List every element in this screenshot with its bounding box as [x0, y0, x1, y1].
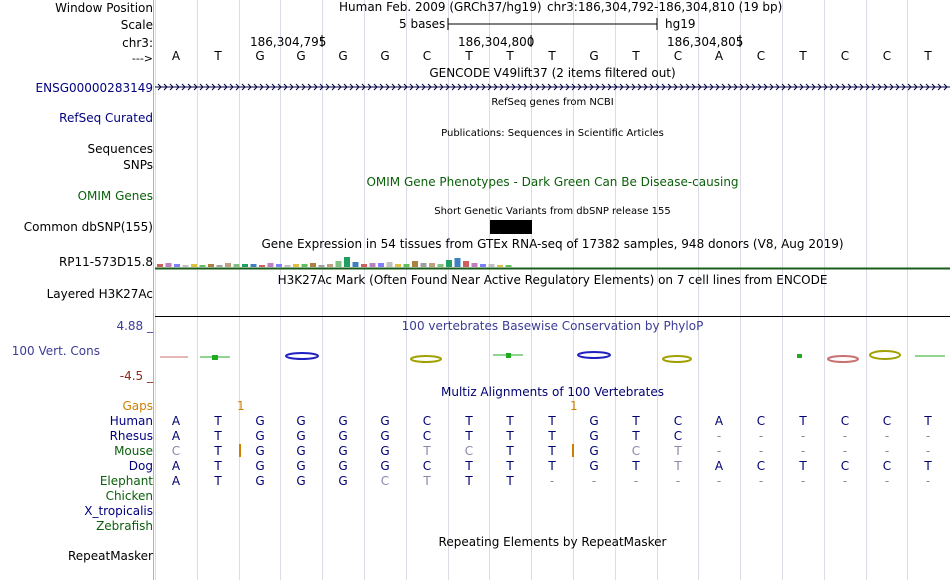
- aligned-base-human: C: [422, 414, 432, 428]
- aligned-base-human: A: [171, 414, 181, 428]
- reference-base: C: [756, 49, 766, 63]
- aligned-base-human: T: [506, 414, 514, 428]
- species-label-mouse[interactable]: Mouse: [114, 444, 153, 458]
- aligned-base-rhesus: -: [716, 429, 722, 443]
- gtex-tissue-bar[interactable]: [276, 264, 282, 267]
- gtex-tissue-bar[interactable]: [438, 264, 444, 267]
- gtex-tissue-bar[interactable]: [259, 265, 265, 267]
- aligned-base-elephant: -: [884, 474, 890, 488]
- aligned-base-rhesus: G: [589, 429, 599, 443]
- aligned-base-rhesus: T: [548, 429, 556, 443]
- gtex-tissue-bar[interactable]: [387, 262, 393, 267]
- reference-base: A: [171, 49, 181, 63]
- aligned-base-elephant: T: [423, 474, 431, 488]
- dbsnp-track-title: Short Genetic Variants from dbSNP release 155: [434, 206, 671, 217]
- aligned-base-mouse: -: [842, 444, 848, 458]
- track-label-dbsnp[interactable]: Common dbSNP(155): [23, 220, 153, 234]
- aligned-base-rhesus: C: [422, 429, 432, 443]
- gtex-tissue-bar[interactable]: [353, 262, 359, 267]
- h3k27ac-track-title: H3K27Ac Mark (Often Found Near Active Regulatory Elements) on 7 cell lines from ENCODE: [277, 273, 828, 287]
- track-label-gaps[interactable]: Gaps: [122, 399, 153, 413]
- track-label-omim[interactable]: OMIM Genes: [77, 189, 153, 203]
- gtex-tissue-bar[interactable]: [310, 263, 316, 267]
- aligned-base-mouse: T: [674, 444, 682, 458]
- gtex-tissue-bar[interactable]: [302, 264, 308, 267]
- aligned-base-human: T: [214, 414, 222, 428]
- gencode-track-title: GENCODE V49lift37 (2 items filtered out): [429, 66, 676, 80]
- gtex-tissue-bar[interactable]: [404, 264, 410, 267]
- aligned-base-dog: T: [506, 459, 514, 473]
- aligned-base-human: G: [380, 414, 390, 428]
- reference-base: G: [380, 49, 390, 63]
- db-name: hg19: [665, 17, 696, 31]
- aligned-base-dog: T: [632, 459, 640, 473]
- cons-scale-max: 4.88 _: [116, 319, 153, 333]
- aligned-base-dog: G: [255, 459, 265, 473]
- gtex-tissue-bar[interactable]: [480, 264, 486, 267]
- gtex-tissue-bar[interactable]: [489, 264, 495, 267]
- coord-label: 186,304,800: [458, 35, 535, 49]
- aligned-base-elephant: -: [758, 474, 764, 488]
- gtex-tissue-bar[interactable]: [251, 264, 257, 267]
- aligned-base-rhesus: G: [296, 429, 306, 443]
- track-label-column: [0, 0, 155, 580]
- aligned-base-dog: G: [338, 459, 348, 473]
- gtex-tissue-bar[interactable]: [157, 264, 163, 267]
- aligned-base-dog: C: [422, 459, 432, 473]
- gtex-tissue-bar[interactable]: [327, 264, 333, 267]
- aligned-base-mouse: G: [296, 444, 306, 458]
- gtex-tissue-bar[interactable]: [361, 264, 367, 267]
- aligned-base-rhesus: -: [842, 429, 848, 443]
- species-label-xtropicalis[interactable]: X_tropicalis: [84, 504, 153, 518]
- track-label-gtex-gene[interactable]: RP11-573D15.8: [58, 255, 153, 269]
- aligned-base-rhesus: -: [758, 429, 764, 443]
- gtex-tissue-bar[interactable]: [429, 263, 435, 267]
- reference-base: A: [714, 49, 724, 63]
- track-label-gencode[interactable]: ENSG00000283149: [35, 81, 153, 95]
- reference-base: T: [465, 49, 473, 63]
- gencode-gene-feature[interactable]: [155, 80, 950, 94]
- aligned-base-elephant: G: [255, 474, 265, 488]
- coord-ticks: [155, 33, 950, 49]
- aligned-base-dog: C: [756, 459, 766, 473]
- gtex-tissue-bar[interactable]: [336, 261, 342, 267]
- refseq-track-title: RefSeq genes from NCBI: [491, 97, 614, 108]
- cons-scale-min: -4.5 _: [119, 369, 153, 383]
- aligned-base-rhesus: G: [338, 429, 348, 443]
- gtex-tissue-bar[interactable]: [268, 263, 274, 267]
- gtex-expression-bars[interactable]: [155, 252, 950, 270]
- position-readout: chr3:186,304,792-186,304,810 (19 bp): [547, 0, 783, 14]
- gtex-tissue-bar[interactable]: [472, 263, 478, 267]
- aligned-base-mouse: G: [255, 444, 265, 458]
- insertion-marker: [572, 444, 574, 457]
- aligned-base-mouse: T: [548, 444, 556, 458]
- species-label-zebrafish[interactable]: Zebrafish: [96, 519, 153, 533]
- gtex-tissue-bar[interactable]: [455, 258, 461, 267]
- aligned-base-dog: C: [882, 459, 892, 473]
- phylop-conservation-marks[interactable]: [155, 346, 950, 366]
- aligned-base-human: T: [465, 414, 473, 428]
- aligned-base-human: C: [882, 414, 892, 428]
- gtex-tissue-bar[interactable]: [506, 265, 512, 267]
- aligned-base-rhesus: T: [506, 429, 514, 443]
- gtex-tissue-bar[interactable]: [378, 263, 384, 267]
- reference-base: C: [422, 49, 432, 63]
- aligned-base-rhesus: A: [171, 429, 181, 443]
- aligned-base-rhesus: G: [380, 429, 390, 443]
- chr-label: chr3:: [122, 36, 153, 50]
- reference-base: G: [589, 49, 599, 63]
- species-label-chicken[interactable]: Chicken: [105, 489, 153, 503]
- aligned-base-elephant: -: [675, 474, 681, 488]
- aligned-base-dog: G: [380, 459, 390, 473]
- scale-label: Scale: [120, 18, 153, 32]
- aligned-base-elephant: T: [506, 474, 514, 488]
- aligned-base-mouse: T: [214, 444, 222, 458]
- aligned-base-elephant: -: [716, 474, 722, 488]
- gtex-tissue-bar[interactable]: [191, 264, 197, 267]
- track-label-conservation[interactable]: 100 Vert. Cons: [11, 344, 100, 358]
- aligned-base-human: T: [548, 414, 556, 428]
- h3k27ac-baseline: [155, 316, 950, 317]
- aligned-base-mouse: C: [171, 444, 181, 458]
- aligned-base-dog: T: [465, 459, 473, 473]
- aligned-base-rhesus: T: [214, 429, 222, 443]
- track-display-area[interactable]: [155, 0, 950, 580]
- reference-base: T: [924, 49, 932, 63]
- aligned-base-rhesus: T: [465, 429, 473, 443]
- aligned-base-elephant: -: [633, 474, 639, 488]
- aligned-base-human: G: [255, 414, 265, 428]
- aligned-base-mouse: -: [716, 444, 722, 458]
- aligned-base-mouse: G: [338, 444, 348, 458]
- scale-text: 5 bases: [399, 17, 446, 31]
- aligned-base-human: A: [714, 414, 724, 428]
- repeatmasker-track-title: Repeating Elements by RepeatMasker: [438, 535, 667, 549]
- aligned-base-elephant: G: [338, 474, 348, 488]
- aligned-base-mouse: C: [464, 444, 474, 458]
- reference-base: T: [548, 49, 556, 63]
- aligned-base-dog: T: [924, 459, 932, 473]
- gtex-tissue-bar[interactable]: [293, 264, 299, 267]
- aligned-base-human: G: [338, 414, 348, 428]
- gtex-tissue-bar[interactable]: [174, 264, 180, 267]
- scale-bar: [447, 17, 659, 31]
- reference-base: T: [506, 49, 514, 63]
- aligned-base-rhesus: -: [884, 429, 890, 443]
- reference-base: C: [673, 49, 683, 63]
- coord-label: 186,304,805: [667, 35, 744, 49]
- aligned-base-rhesus: C: [673, 429, 683, 443]
- gtex-tissue-bar[interactable]: [217, 265, 223, 267]
- aligned-base-mouse: -: [800, 444, 806, 458]
- aligned-base-elephant: -: [800, 474, 806, 488]
- aligned-base-elephant: -: [549, 474, 555, 488]
- aligned-base-rhesus: -: [925, 429, 931, 443]
- aligned-base-dog: T: [674, 459, 682, 473]
- track-label-snps[interactable]: SNPs: [123, 158, 153, 172]
- gtex-tissue-bar[interactable]: [285, 265, 291, 267]
- gap-mark: 1: [570, 399, 578, 413]
- gtex-tissue-bar[interactable]: [225, 263, 231, 267]
- aligned-base-elephant: T: [465, 474, 473, 488]
- aligned-base-elephant: A: [171, 474, 181, 488]
- aligned-base-mouse: T: [423, 444, 431, 458]
- phylop-track-title: 100 vertebrates Basewise Conservation by PhyloP: [401, 319, 704, 333]
- aligned-base-human: T: [632, 414, 640, 428]
- gtex-tissue-bar[interactable]: [497, 265, 503, 267]
- reference-base: T: [214, 49, 222, 63]
- species-label-rhesus[interactable]: Rhesus: [109, 429, 153, 443]
- aligned-base-human: C: [756, 414, 766, 428]
- assembly-title: Human Feb. 2009 (GRCh37/hg19): [339, 0, 542, 14]
- label-separator: [153, 0, 154, 580]
- species-label-dog[interactable]: Dog: [128, 459, 153, 473]
- track-label-repeatmasker[interactable]: RepeatMasker: [67, 549, 153, 563]
- gtex-tissue-bar[interactable]: [242, 264, 248, 267]
- aligned-base-mouse: -: [758, 444, 764, 458]
- gtex-tissue-bar[interactable]: [370, 263, 376, 267]
- omim-track-title: OMIM Gene Phenotypes - Dark Green Can Be Disease-causing: [366, 175, 739, 189]
- aligned-base-rhesus: -: [800, 429, 806, 443]
- gap-mark: 1: [237, 399, 245, 413]
- aligned-base-elephant: C: [380, 474, 390, 488]
- aligned-base-rhesus: T: [632, 429, 640, 443]
- gtex-tissue-bar[interactable]: [395, 264, 401, 267]
- gtex-tissue-bar[interactable]: [446, 260, 452, 267]
- gtex-tissue-bar[interactable]: [344, 257, 350, 267]
- pubs-track-title: Publications: Sequences in Scientific Articles: [441, 128, 664, 139]
- aligned-base-mouse: T: [506, 444, 514, 458]
- aligned-base-dog: A: [714, 459, 724, 473]
- aligned-base-dog: A: [171, 459, 181, 473]
- reference-base: C: [840, 49, 850, 63]
- aligned-base-dog: T: [799, 459, 807, 473]
- gtex-tissue-bar[interactable]: [166, 263, 172, 267]
- track-label-h3k27ac[interactable]: Layered H3K27Ac: [46, 287, 153, 301]
- track-label-sequences[interactable]: Sequences: [87, 142, 153, 156]
- aligned-base-mouse: -: [925, 444, 931, 458]
- aligned-base-dog: T: [214, 459, 222, 473]
- insertion-marker: [239, 444, 241, 457]
- aligned-base-dog: C: [840, 459, 850, 473]
- multiz-track-title: Multiz Alignments of 100 Vertebrates: [440, 385, 665, 399]
- reference-base: G: [338, 49, 348, 63]
- track-label-refseq[interactable]: RefSeq Curated: [59, 111, 153, 125]
- aligned-base-human: G: [589, 414, 599, 428]
- gtex-tissue-bar[interactable]: [412, 261, 418, 267]
- aligned-base-elephant: -: [925, 474, 931, 488]
- aligned-base-dog: G: [296, 459, 306, 473]
- gtex-tissue-bar[interactable]: [183, 265, 189, 267]
- gtex-tissue-bar[interactable]: [463, 261, 469, 267]
- reference-base: G: [255, 49, 265, 63]
- aligned-base-dog: T: [548, 459, 556, 473]
- snp-feature[interactable]: [490, 220, 532, 234]
- aligned-base-elephant: -: [842, 474, 848, 488]
- aligned-base-human: G: [296, 414, 306, 428]
- window-position-label: Window Position: [55, 1, 153, 15]
- strand-arrow-label: --->: [131, 52, 153, 65]
- reference-base: C: [882, 49, 892, 63]
- reference-base: G: [296, 49, 306, 63]
- aligned-base-mouse: G: [589, 444, 599, 458]
- aligned-base-dog: G: [589, 459, 599, 473]
- coord-label: 186,304,795: [250, 35, 327, 49]
- gtex-tissue-bar[interactable]: [208, 264, 214, 267]
- aligned-base-human: T: [924, 414, 932, 428]
- reference-base: T: [632, 49, 640, 63]
- aligned-base-elephant: -: [591, 474, 597, 488]
- gtex-tissue-bar[interactable]: [421, 263, 427, 267]
- reference-base: T: [799, 49, 807, 63]
- gtex-track-title: Gene Expression in 54 tissues from GTEx RNA-seq of 17382 samples, 948 donors (V8, Aug 2019): [261, 237, 844, 251]
- species-label-elephant[interactable]: Elephant: [99, 474, 153, 488]
- aligned-base-human: C: [673, 414, 683, 428]
- gtex-tissue-bar[interactable]: [200, 265, 206, 267]
- aligned-base-human: C: [840, 414, 850, 428]
- gtex-tissue-bar[interactable]: [319, 265, 325, 267]
- aligned-base-mouse: G: [380, 444, 390, 458]
- aligned-base-elephant: T: [214, 474, 222, 488]
- aligned-base-mouse: -: [884, 444, 890, 458]
- aligned-base-elephant: G: [296, 474, 306, 488]
- species-label-human[interactable]: Human: [109, 414, 153, 428]
- aligned-base-human: T: [799, 414, 807, 428]
- gtex-tissue-bar[interactable]: [234, 264, 240, 267]
- aligned-base-mouse: C: [631, 444, 641, 458]
- aligned-base-rhesus: G: [255, 429, 265, 443]
